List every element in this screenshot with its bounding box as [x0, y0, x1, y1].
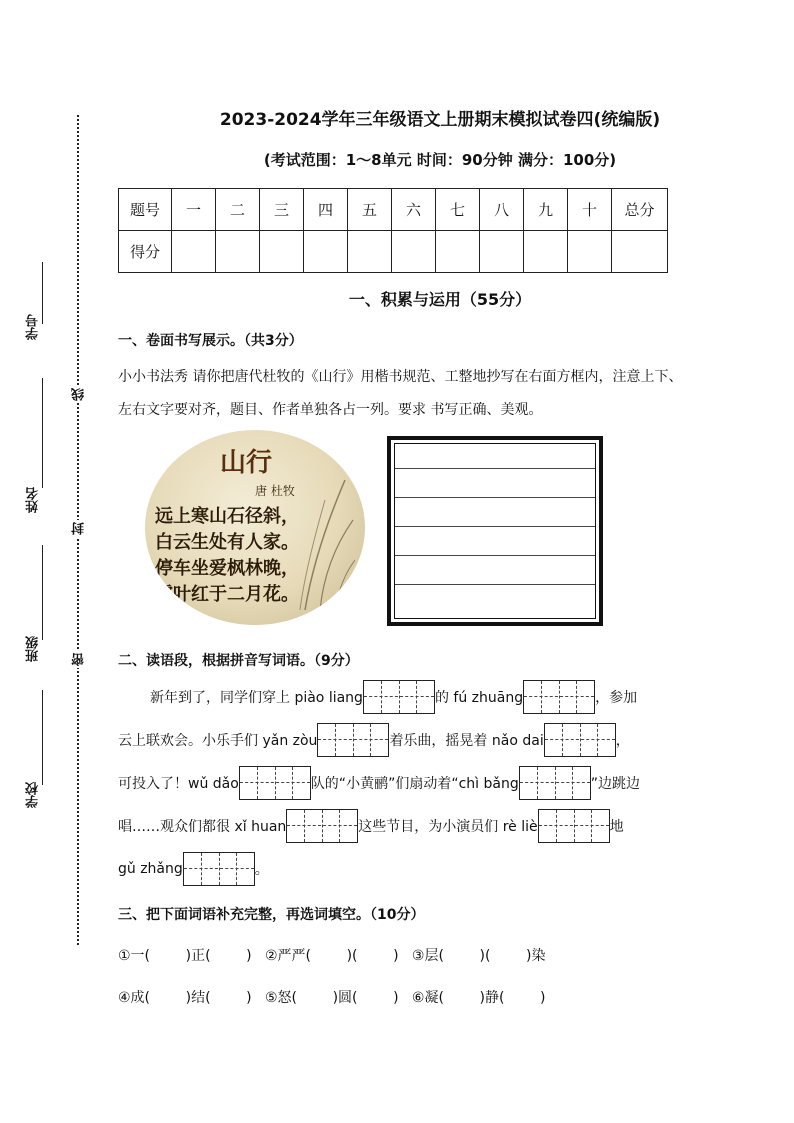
- pinyin-grid[interactable]: [363, 680, 435, 714]
- q2-line-1: [150, 680, 637, 714]
- score-input-cell[interactable]: [568, 231, 612, 273]
- poem-line: 霜叶红于二月花。: [155, 584, 299, 605]
- pinyin-grid[interactable]: [519, 766, 591, 800]
- score-cell: 总分: [612, 189, 668, 231]
- q2-text: ，参加: [595, 690, 638, 706]
- q2-text: 这些节目，为小演员们 rè liè: [358, 819, 538, 835]
- school-label: 学校: [26, 782, 41, 808]
- q2-text: ，: [615, 733, 630, 749]
- score-input-cell[interactable]: [480, 231, 524, 273]
- poem-author: 唐 杜牧: [255, 484, 295, 498]
- score-cell: 一: [172, 189, 216, 231]
- score-table-header-row: [119, 189, 668, 231]
- pinyin-grid[interactable]: [183, 852, 255, 886]
- handwriting-box[interactable]: [387, 436, 603, 626]
- score-cell: 四: [304, 189, 348, 231]
- writing-rule: [395, 555, 595, 556]
- binding-mark-seal: 封: [72, 522, 87, 535]
- q2-text: 可投入了！wǔ dǎo: [118, 776, 239, 792]
- pinyin-grid[interactable]: [544, 723, 616, 757]
- poem-line: 白云生处有人家。: [155, 532, 299, 553]
- pinyin-grid[interactable]: [286, 809, 358, 843]
- q3-fill-row-2[interactable]: ④成( )结( ) ⑤怒( )圆( ) ⑥凝( )静( ): [118, 990, 546, 1006]
- name-underline: [42, 378, 43, 488]
- pinyin-grid[interactable]: [317, 723, 389, 757]
- q2-text: 的 fú zhuāng: [434, 690, 524, 706]
- pinyin-grid[interactable]: [523, 680, 595, 714]
- score-cell: 三: [260, 189, 304, 231]
- q2-line-4: [118, 809, 624, 843]
- score-input-cell[interactable]: [392, 231, 436, 273]
- writing-rule: [395, 497, 595, 498]
- score-cell: 得分: [119, 231, 172, 273]
- writing-rule: [395, 584, 595, 585]
- poem-image: [145, 430, 365, 625]
- question-3-title: 三、把下面词语补充完整，再选词填空。（10分）: [118, 907, 425, 923]
- score-input-cell[interactable]: [172, 231, 216, 273]
- score-cell: 六: [392, 189, 436, 231]
- score-input-cell[interactable]: [612, 231, 668, 273]
- question-1-text: 小小书法秀 请你把唐代杜牧的《山行》用楷书规范、工整地抄写在右面方框内，注意上下、左右文字要对齐，题目、作者单独各占一列。要求 书写正确、美观。: [118, 369, 683, 418]
- binding-mark-line: 线: [72, 388, 87, 401]
- q2-text: gǔ zhǎng: [118, 861, 183, 877]
- section-title: 一、积累与运用（55分）: [348, 290, 532, 309]
- binding-mark-secret: 密: [72, 653, 87, 666]
- q2-text: 地: [609, 819, 624, 835]
- exam-title: 2023-2024学年三年级语文上册期末模拟试卷四(统编版): [219, 110, 661, 130]
- score-input-cell[interactable]: [436, 231, 480, 273]
- score-table-score-row: [119, 231, 668, 273]
- q2-text: 队的“小黄鹂”们扇动着“chì bǎng: [310, 776, 519, 792]
- score-cell: 七: [436, 189, 480, 231]
- q2-line-5: [118, 852, 269, 886]
- student-id-label: 学号: [26, 314, 41, 340]
- q2-text: 云上联欢会。小乐手们 yǎn zòu: [118, 733, 318, 749]
- school-underline: [42, 690, 43, 785]
- writing-rule: [395, 468, 595, 469]
- pinyin-grid[interactable]: [239, 766, 311, 800]
- score-input-cell[interactable]: [260, 231, 304, 273]
- class-underline: [42, 545, 43, 640]
- question-1-title: 一、卷面书写展示。（共3分）: [118, 333, 303, 349]
- q2-line-3: [118, 766, 640, 800]
- poem-line: 停车坐爱枫林晚，: [155, 558, 299, 579]
- pinyin-grid[interactable]: [538, 809, 610, 843]
- q2-line-2: [118, 723, 630, 757]
- score-cell: 题号: [119, 189, 172, 231]
- poem-line: 远上寒山石径斜，: [155, 506, 299, 527]
- score-cell: 五: [348, 189, 392, 231]
- name-label: 姓名: [26, 487, 41, 513]
- score-cell: 十: [568, 189, 612, 231]
- score-input-cell[interactable]: [348, 231, 392, 273]
- q2-text: 唱……观众们都很 xǐ huan: [118, 819, 287, 835]
- score-input-cell[interactable]: [524, 231, 568, 273]
- score-input-cell[interactable]: [304, 231, 348, 273]
- grass-decoration: [295, 460, 355, 610]
- q3-fill-row-1[interactable]: ①一( )正( ) ②严严( )( ) ③层( )( )染: [118, 948, 546, 964]
- class-label: 班级: [26, 636, 41, 662]
- q2-text: 。: [254, 862, 269, 878]
- q2-text: 着乐曲，摇晃着 nǎo dai: [389, 733, 544, 749]
- question-2-title: 二、读语段，根据拼音写词语。（9分）: [118, 653, 359, 669]
- poem-title: 山行: [220, 448, 273, 478]
- writing-rule: [395, 526, 595, 527]
- exam-subtitle: (考试范围：1～8单元 时间：90分钟 满分：100分): [263, 151, 617, 169]
- score-table: [118, 188, 668, 273]
- score-cell: 八: [480, 189, 524, 231]
- score-cell: 二: [216, 189, 260, 231]
- score-cell: 九: [524, 189, 568, 231]
- q2-text: ”边跳边: [590, 776, 640, 792]
- score-input-cell[interactable]: [216, 231, 260, 273]
- q2-text: 新年到了，同学们穿上 piào liang: [150, 690, 363, 706]
